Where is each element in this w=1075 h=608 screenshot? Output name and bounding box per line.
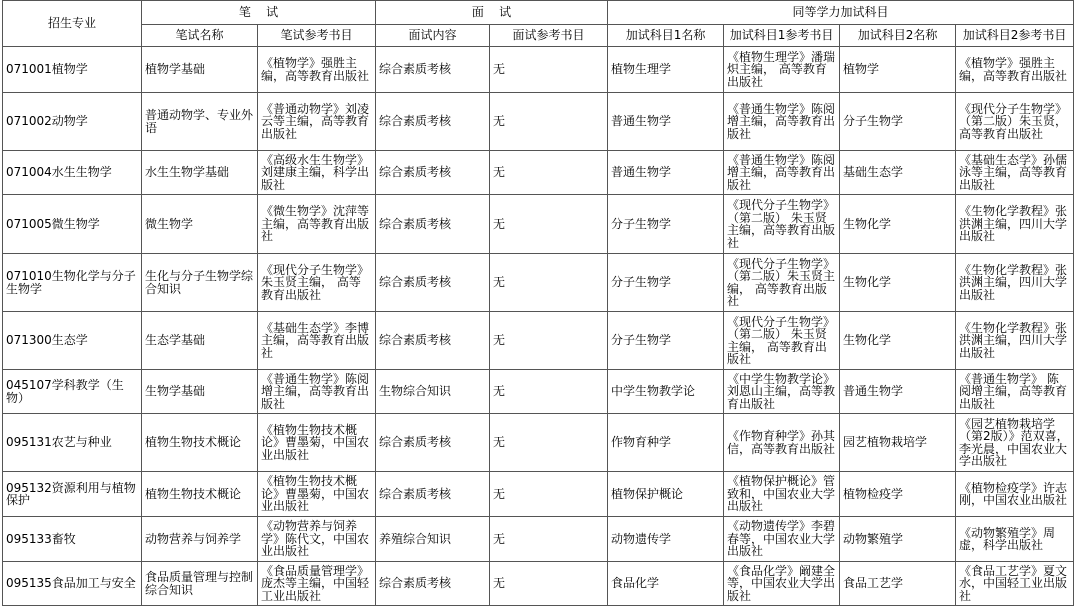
cell-written-name: 生态学基础 <box>142 312 258 370</box>
cell-equiv-1-name: 普通生物学 <box>608 93 724 151</box>
cell-interview-ref: 无 <box>490 562 608 606</box>
cell-written-name: 食品质量管理与控制综合知识 <box>142 562 258 606</box>
cell-written-ref: 《基础生态学》李博主编，高等教育出版社 <box>258 312 376 370</box>
table-row <box>3 254 1074 312</box>
cell-equiv-1-name: 食品化学 <box>608 562 724 606</box>
cell-equiv-2-ref: 《普通生物学》 陈阅增主编，高等教育出版社 <box>956 370 1074 414</box>
table-row <box>3 370 1074 414</box>
cell-interview-ref: 无 <box>490 472 608 517</box>
cell-interview-content: 生物综合知识 <box>376 370 490 414</box>
cell-written-name: 水生生物学基础 <box>142 151 258 195</box>
cell-interview-ref: 无 <box>490 93 608 151</box>
cell-equiv-1-name: 分子生物学 <box>608 254 724 312</box>
cell-equiv-2-name: 生物化学 <box>840 312 956 370</box>
cell-equiv-2-ref: 《食品工艺学》夏文水，中国轻工业出版社 <box>956 562 1074 606</box>
cell-major: 071300生态学 <box>3 312 142 370</box>
header-equiv-2-ref: 加试科目2参考书目 <box>956 25 1074 47</box>
cell-major: 071005微生物学 <box>3 195 142 254</box>
cell-equiv-2-name: 基础生态学 <box>840 151 956 195</box>
header-equiv: 同等学力加试科目 <box>608 1 1074 25</box>
table-row <box>3 414 1074 472</box>
cell-interview-content: 综合素质考核 <box>376 254 490 312</box>
cell-major: 071004水生生物学 <box>3 151 142 195</box>
cell-equiv-2-name: 生物化学 <box>840 254 956 312</box>
cell-equiv-1-name: 普通生物学 <box>608 151 724 195</box>
cell-interview-ref: 无 <box>490 254 608 312</box>
cell-written-ref: 《普通生物学》陈阅增主编，高等教育出版社 <box>258 370 376 414</box>
cell-written-ref: 《植物生物技术概论》曹墨菊，中国农业出版社 <box>258 472 376 517</box>
table-row <box>3 195 1074 254</box>
cell-major: 095132资源利用与植物保护 <box>3 472 142 517</box>
cell-major: 095133畜牧 <box>3 517 142 562</box>
header-written: 笔 试 <box>142 1 376 25</box>
cell-interview-ref: 无 <box>490 195 608 254</box>
cell-equiv-1-name: 作物育种学 <box>608 414 724 472</box>
cell-equiv-2-name: 生物化学 <box>840 195 956 254</box>
cell-written-ref: 《高级水生生物学》刘建康主编，科学出版社 <box>258 151 376 195</box>
cell-equiv-1-ref: 《植物生理学》潘瑞炽主编， 高等教育出版社 <box>724 47 840 93</box>
cell-written-ref: 《动物营养与饲养学》陈代文，中国农业出版社 <box>258 517 376 562</box>
cell-interview-content: 综合素质考核 <box>376 562 490 606</box>
cell-equiv-1-name: 分子生物学 <box>608 195 724 254</box>
cell-written-name: 生化与分子生物学综合知识 <box>142 254 258 312</box>
header-written-ref: 笔试参考书目 <box>258 25 376 47</box>
header-interview: 面 试 <box>376 1 608 25</box>
admission-table <box>2 0 1074 606</box>
header-equiv-1-ref: 加试科目1参考书目 <box>724 25 840 47</box>
header-written-name: 笔试名称 <box>142 25 258 47</box>
cell-equiv-1-ref: 《动物遗传学》李碧春等，中国农业大学出版社 <box>724 517 840 562</box>
cell-major: 095131农艺与种业 <box>3 414 142 472</box>
cell-equiv-1-ref: 《作物育种学》孙其信，高等教育出版社 <box>724 414 840 472</box>
cell-equiv-2-ref: 《动物繁殖学》周虚，科学出版社 <box>956 517 1074 562</box>
header-equiv-2-name: 加试科目2名称 <box>840 25 956 47</box>
cell-equiv-1-ref: 《食品化学》阚建全等，中国农业大学出版社 <box>724 562 840 606</box>
cell-interview-content: 综合素质考核 <box>376 93 490 151</box>
cell-interview-ref: 无 <box>490 312 608 370</box>
cell-equiv-1-ref: 《普通生物学》陈阅增主编，高等教育出版社 <box>724 151 840 195</box>
table-row <box>3 517 1074 562</box>
cell-equiv-2-ref: 《园艺植物栽培学（第2版）》范双喜，李光晨，中国农业大学出版社 <box>956 414 1074 472</box>
cell-equiv-1-name: 植物生理学 <box>608 47 724 93</box>
cell-written-name: 植物生物技术概论 <box>142 472 258 517</box>
cell-equiv-2-ref: 《生物化学教程》张洪渊主编，四川大学出版社 <box>956 254 1074 312</box>
cell-equiv-2-ref: 《基础生态学》孙儒泳等主编，高等教育出版社 <box>956 151 1074 195</box>
table-row <box>3 151 1074 195</box>
header-interview-content: 面试内容 <box>376 25 490 47</box>
cell-equiv-2-name: 园艺植物栽培学 <box>840 414 956 472</box>
cell-major: 071001植物学 <box>3 47 142 93</box>
table-row <box>3 472 1074 517</box>
table-row <box>3 47 1074 93</box>
cell-written-name: 生物学基础 <box>142 370 258 414</box>
cell-major: 095135食品加工与安全 <box>3 562 142 606</box>
cell-equiv-2-ref: 《植物检疫学》许志刚，中国农业出版社 <box>956 472 1074 517</box>
cell-interview-content: 养殖综合知识 <box>376 517 490 562</box>
cell-written-ref: 《食品质量管理学》庞杰等主编，中国轻工业出版社 <box>258 562 376 606</box>
cell-interview-content: 综合素质考核 <box>376 312 490 370</box>
table-row <box>3 93 1074 151</box>
header-interview-ref: 面试参考书目 <box>490 25 608 47</box>
cell-major: 071010生物化学与分子生物学 <box>3 254 142 312</box>
header-major: 招生专业 <box>3 1 142 47</box>
cell-written-name: 植物学基础 <box>142 47 258 93</box>
cell-written-name: 动物营养与饲养学 <box>142 517 258 562</box>
header-row-1 <box>3 1 1074 25</box>
cell-written-ref: 《植物生物技术概论》曹墨菊，中国农业出版社 <box>258 414 376 472</box>
table-row <box>3 312 1074 370</box>
table-row <box>3 562 1074 606</box>
cell-written-ref: 《普通动物学》刘凌云等主编，高等教育出版社 <box>258 93 376 151</box>
cell-interview-content: 综合素质考核 <box>376 414 490 472</box>
cell-equiv-1-ref: 《普通生物学》陈阅增主编，高等教育出版社 <box>724 93 840 151</box>
cell-written-name: 微生物学 <box>142 195 258 254</box>
header-row-2 <box>3 25 1074 47</box>
cell-equiv-2-name: 普通生物学 <box>840 370 956 414</box>
cell-written-ref: 《微生物学》沈萍等主编，高等教育出版社 <box>258 195 376 254</box>
cell-equiv-1-ref: 《现代分子生物学》（第二版）朱玉贤主编， 高等教育出版社 <box>724 254 840 312</box>
cell-interview-ref: 无 <box>490 517 608 562</box>
cell-equiv-1-ref: 《植物保护概论》管致和，中国农业大学出版社 <box>724 472 840 517</box>
cell-interview-ref: 无 <box>490 414 608 472</box>
cell-equiv-1-name: 分子生物学 <box>608 312 724 370</box>
cell-interview-content: 综合素质考核 <box>376 472 490 517</box>
cell-equiv-2-name: 食品工艺学 <box>840 562 956 606</box>
cell-interview-ref: 无 <box>490 370 608 414</box>
cell-interview-content: 综合素质考核 <box>376 151 490 195</box>
cell-written-ref: 《植物学》强胜主编，高等教育出版社 <box>258 47 376 93</box>
cell-interview-ref: 无 <box>490 151 608 195</box>
cell-equiv-2-ref: 《现代分子生物学》（第二版）朱玉贤，高等教育出版社 <box>956 93 1074 151</box>
cell-equiv-1-ref: 《现代分子生物学》（第二版） 朱玉贤主编， 高等教育出版社 <box>724 312 840 370</box>
cell-major: 045107学科教学（生物） <box>3 370 142 414</box>
cell-equiv-2-name: 分子生物学 <box>840 93 956 151</box>
cell-written-ref: 《现代分子生物学》朱玉贤主编， 高等教育出版社 <box>258 254 376 312</box>
header-equiv-1-name: 加试科目1名称 <box>608 25 724 47</box>
cell-interview-ref: 无 <box>490 47 608 93</box>
cell-equiv-1-name: 动物遗传学 <box>608 517 724 562</box>
cell-interview-content: 综合素质考核 <box>376 195 490 254</box>
cell-interview-content: 综合素质考核 <box>376 47 490 93</box>
cell-equiv-1-ref: 《现代分子生物学》（第二版） 朱玉贤主编，高等教育出版社 <box>724 195 840 254</box>
cell-equiv-2-name: 植物检疫学 <box>840 472 956 517</box>
cell-equiv-1-ref: 《中学生物教学论》刘恩山主编，高等教育出版社 <box>724 370 840 414</box>
cell-equiv-1-name: 中学生物教学论 <box>608 370 724 414</box>
cell-written-name: 植物生物技术概论 <box>142 414 258 472</box>
cell-equiv-2-ref: 《植物学》强胜主编，高等教育出版社 <box>956 47 1074 93</box>
cell-major: 071002动物学 <box>3 93 142 151</box>
cell-written-name: 普通动物学、专业外语 <box>142 93 258 151</box>
cell-equiv-2-ref: 《生物化学教程》张洪渊主编，四川大学出版社 <box>956 195 1074 254</box>
cell-equiv-2-ref: 《生物化学教程》张洪渊主编，四川大学出版社 <box>956 312 1074 370</box>
cell-equiv-2-name: 动物繁殖学 <box>840 517 956 562</box>
cell-equiv-1-name: 植物保护概论 <box>608 472 724 517</box>
cell-equiv-2-name: 植物学 <box>840 47 956 93</box>
